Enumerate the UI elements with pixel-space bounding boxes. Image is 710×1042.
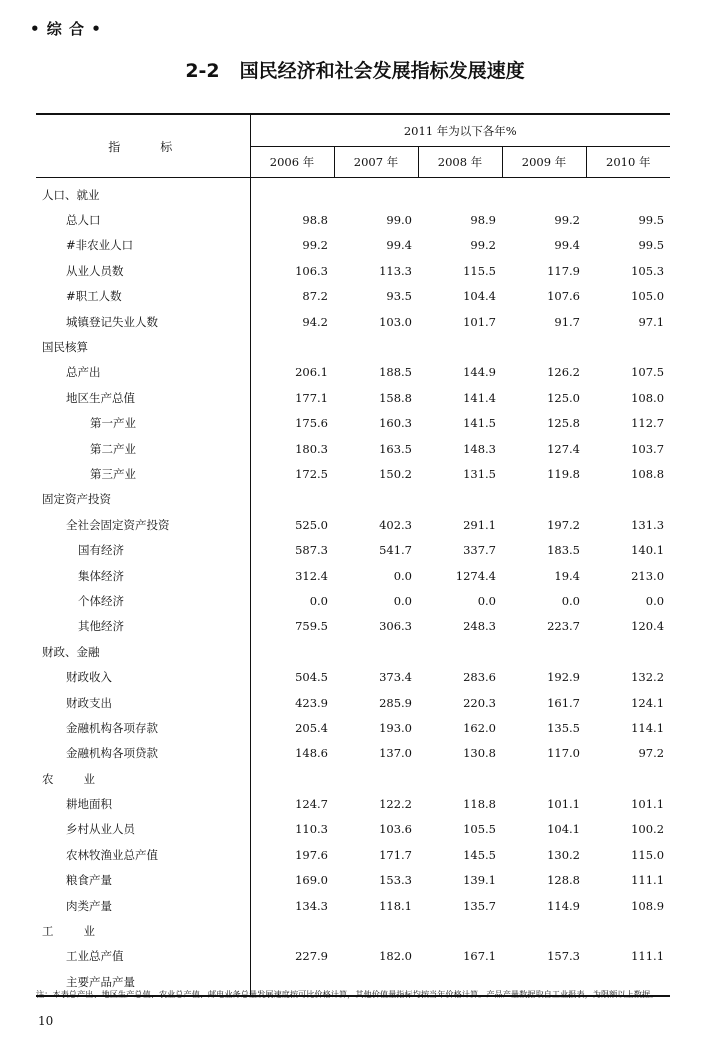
row-label-text: 乡村从业人员 <box>66 822 135 837</box>
indicator-table <box>36 113 670 997</box>
row-label-text: 个体经济 <box>78 593 124 608</box>
footnote: 注：本表总产出、地区生产总值、农业总产值、邮电业务总量发展速度按可比价格计算，其他价值量指标均按当年价格计算。产品产量数据取自工业报表，为限额以上数据。 <box>36 989 659 999</box>
value-cell: 161.7 <box>547 695 580 710</box>
value-cell: 197.2 <box>547 517 580 532</box>
row-label-text: 金融机构各项存款 <box>66 720 158 735</box>
value-cell <box>250 334 334 359</box>
table-row <box>36 690 670 715</box>
row-label <box>36 284 250 309</box>
value-cell: 124.7 <box>295 797 328 812</box>
row-label-text: 财政支出 <box>66 695 112 710</box>
value-cell: 108.0 <box>631 390 665 405</box>
value-cell: 137.0 <box>379 746 412 761</box>
row-label-text: 集体经济 <box>78 568 124 583</box>
row-label-text: 耕地面积 <box>66 797 112 812</box>
value-cell <box>502 178 586 208</box>
value-cell: 141.5 <box>463 416 496 431</box>
value-cell: 158.8 <box>379 390 412 405</box>
row-label-text: 总人口 <box>66 213 101 228</box>
value-cell <box>250 639 334 664</box>
row-label-text: 农业 <box>42 771 125 786</box>
value-cell: 0.0 <box>309 593 328 608</box>
value-cell: 130.2 <box>547 847 580 862</box>
category-row <box>36 639 670 664</box>
table-row <box>36 868 670 893</box>
value-cell: 171.7 <box>379 847 412 862</box>
value-cell: 125.0 <box>547 390 580 405</box>
value-cell: 192.9 <box>547 670 580 685</box>
value-cell: 107.6 <box>547 289 580 304</box>
row-label-text: 地区生产总值 <box>66 390 135 405</box>
table-row <box>36 360 670 385</box>
table-row <box>36 741 670 766</box>
value-cell: 139.1 <box>463 873 496 888</box>
value-cell: 285.9 <box>379 695 412 710</box>
value-cell: 148.3 <box>463 441 496 456</box>
value-cell: 248.3 <box>463 619 496 634</box>
value-cell <box>334 766 418 791</box>
category-label <box>36 334 250 359</box>
row-label <box>36 360 250 385</box>
category-row <box>36 766 670 791</box>
value-cell: 101.7 <box>463 314 496 329</box>
row-label-text: 第三产业 <box>90 466 136 481</box>
value-cell: 135.7 <box>463 898 496 913</box>
value-cell: 127.4 <box>547 441 580 456</box>
row-label-text: 固定资产投资 <box>42 492 111 507</box>
value-cell: 220.3 <box>463 695 496 710</box>
row-label <box>36 537 250 562</box>
year-column-header: 2007 年 <box>334 147 418 178</box>
value-cell: 97.1 <box>638 314 665 329</box>
value-cell: 99.4 <box>386 238 412 253</box>
table-row <box>36 233 670 258</box>
value-cell: 0.0 <box>477 593 496 608</box>
value-cell: 112.7 <box>631 416 665 431</box>
value-cell: 99.5 <box>638 213 665 228</box>
value-cell: 1274.4 <box>455 568 496 583</box>
value-cell <box>250 178 334 208</box>
table-row <box>36 614 670 639</box>
table-row <box>36 512 670 537</box>
table-row <box>36 258 670 283</box>
value-cell: 504.5 <box>295 670 328 685</box>
value-cell: 103.0 <box>379 314 412 329</box>
value-cell <box>334 639 418 664</box>
table-row <box>36 411 670 436</box>
table-number: 2-2 <box>185 60 220 82</box>
value-cell <box>502 487 586 512</box>
page-title <box>0 56 710 83</box>
value-cell: 104.1 <box>547 822 580 837</box>
value-cell <box>586 766 670 791</box>
value-cell: 120.4 <box>631 619 665 634</box>
row-label-text: 金融机构各项贷款 <box>66 746 158 761</box>
value-cell: 541.7 <box>379 543 412 558</box>
row-label <box>36 842 250 867</box>
row-label <box>36 588 250 613</box>
table-row <box>36 817 670 842</box>
value-cell: 0.0 <box>393 568 412 583</box>
row-label-text: 国民核算 <box>42 340 88 355</box>
row-label <box>36 664 250 689</box>
category-row <box>36 487 670 512</box>
row-label <box>36 791 250 816</box>
value-cell <box>334 178 418 208</box>
value-cell: 145.5 <box>463 847 496 862</box>
value-cell: 193.0 <box>379 720 412 735</box>
value-cell: 101.1 <box>547 797 580 812</box>
category-label <box>36 639 250 664</box>
value-cell <box>334 487 418 512</box>
row-label <box>36 461 250 486</box>
value-cell: 337.7 <box>463 543 496 558</box>
value-cell: 125.8 <box>547 416 580 431</box>
value-cell: 99.5 <box>638 238 665 253</box>
value-cell <box>586 178 670 208</box>
row-label-text: 全社会固定资产投资 <box>66 517 170 532</box>
row-label-text: 农林牧渔业总产值 <box>66 847 158 862</box>
value-cell: 118.1 <box>379 898 412 913</box>
value-cell: 117.9 <box>547 263 580 278</box>
value-cell: 126.2 <box>547 365 580 380</box>
row-label <box>36 614 250 639</box>
row-label-text: 人口、就业 <box>42 187 100 202</box>
section-tag: • 综 合 • <box>30 20 102 38</box>
value-cell: 113.3 <box>379 263 412 278</box>
year-column-header: 2009 年 <box>502 147 586 178</box>
value-cell: 111.1 <box>631 949 665 964</box>
row-label-text: 工业 <box>42 924 125 939</box>
row-label-text: 财政、金融 <box>42 644 100 659</box>
table-row <box>36 563 670 588</box>
value-cell <box>502 918 586 943</box>
value-cell: 100.2 <box>631 822 665 837</box>
value-cell <box>418 334 502 359</box>
value-cell: 306.3 <box>379 619 412 634</box>
table-row <box>36 309 670 334</box>
value-cell: 103.6 <box>379 822 412 837</box>
value-cell: 213.0 <box>631 568 665 583</box>
value-cell: 105.3 <box>631 263 665 278</box>
value-cell: 98.9 <box>470 213 496 228</box>
value-cell: 182.0 <box>379 949 412 964</box>
value-cell: 19.4 <box>554 568 580 583</box>
value-cell <box>586 918 670 943</box>
row-label-text: 主要产品产量 <box>66 974 135 989</box>
row-label-text: 粮食产量 <box>66 873 112 888</box>
value-cell: 91.7 <box>554 314 580 329</box>
value-cell: 105.5 <box>463 822 496 837</box>
value-cell: 108.8 <box>631 466 665 481</box>
value-cell: 373.4 <box>379 670 412 685</box>
table-row <box>36 791 670 816</box>
row-label <box>36 944 250 969</box>
table-row <box>36 284 670 309</box>
table-body <box>36 178 670 996</box>
value-cell: 144.9 <box>463 365 496 380</box>
value-cell: 141.4 <box>463 390 496 405</box>
row-label <box>36 817 250 842</box>
row-label <box>36 258 250 283</box>
row-label-text: 从业人员数 <box>66 263 124 278</box>
row-label-text: 工业总产值 <box>66 949 124 964</box>
year-column-header: 2008 年 <box>418 147 502 178</box>
value-cell: 101.1 <box>631 797 665 812</box>
value-cell: 131.5 <box>463 466 496 481</box>
category-label <box>36 766 250 791</box>
table-row <box>36 207 670 232</box>
value-cell: 98.8 <box>302 213 328 228</box>
row-label-text: 财政收入 <box>66 670 112 685</box>
value-cell <box>586 639 670 664</box>
row-label <box>36 411 250 436</box>
table-row <box>36 715 670 740</box>
value-cell: 197.6 <box>295 847 328 862</box>
value-cell: 759.5 <box>295 619 328 634</box>
value-cell: 103.7 <box>631 441 665 456</box>
value-cell: 108.9 <box>631 898 665 913</box>
value-cell: 87.2 <box>302 289 328 304</box>
value-cell: 124.1 <box>631 695 665 710</box>
value-cell: 0.0 <box>645 593 665 608</box>
value-cell: 175.6 <box>295 416 328 431</box>
category-row <box>36 918 670 943</box>
row-label <box>36 715 250 740</box>
value-cell <box>418 487 502 512</box>
row-label-text: 总产出 <box>66 365 101 380</box>
value-cell: 99.0 <box>386 213 412 228</box>
indicator-column-header: 指标 <box>36 114 250 178</box>
value-cell: 114.1 <box>631 720 665 735</box>
value-cell: 119.8 <box>547 466 580 481</box>
value-cell <box>418 639 502 664</box>
table-row <box>36 385 670 410</box>
row-label <box>36 563 250 588</box>
value-cell: 104.4 <box>463 289 496 304</box>
value-cell: 0.0 <box>393 593 412 608</box>
value-cell: 283.6 <box>463 670 496 685</box>
value-cell: 153.3 <box>379 873 412 888</box>
value-cell: 115.0 <box>631 847 665 862</box>
value-cell: 114.9 <box>547 898 580 913</box>
value-cell: 140.1 <box>631 543 665 558</box>
value-cell: 183.5 <box>547 543 580 558</box>
table-row <box>36 893 670 918</box>
value-cell: 99.4 <box>554 238 580 253</box>
table-row <box>36 944 670 969</box>
value-cell <box>418 918 502 943</box>
table-row <box>36 537 670 562</box>
row-label <box>36 207 250 232</box>
value-cell: 117.0 <box>547 746 580 761</box>
value-cell: 106.3 <box>295 263 328 278</box>
row-label <box>36 385 250 410</box>
row-label-text: 第二产业 <box>90 441 136 456</box>
year-column-header: 2006 年 <box>250 147 334 178</box>
table-row <box>36 588 670 613</box>
value-cell: 206.1 <box>295 365 328 380</box>
value-cell: 122.2 <box>379 797 412 812</box>
base-year-group-header: 2011 年为以下各年% <box>250 114 670 147</box>
value-cell <box>586 487 670 512</box>
value-cell: 180.3 <box>295 441 328 456</box>
row-label <box>36 436 250 461</box>
category-label <box>36 918 250 943</box>
value-cell <box>334 918 418 943</box>
value-cell: 111.1 <box>631 873 665 888</box>
value-cell: 128.8 <box>547 873 580 888</box>
value-cell: 157.3 <box>547 949 580 964</box>
category-row <box>36 178 670 208</box>
value-cell: 150.2 <box>379 466 412 481</box>
value-cell <box>502 334 586 359</box>
value-cell: 177.1 <box>295 390 328 405</box>
value-cell: 525.0 <box>295 517 328 532</box>
value-cell <box>418 766 502 791</box>
category-label <box>36 178 250 208</box>
value-cell: 163.5 <box>379 441 412 456</box>
value-cell: 132.2 <box>631 670 665 685</box>
value-cell <box>250 918 334 943</box>
value-cell: 107.5 <box>631 365 665 380</box>
value-cell: 188.5 <box>379 365 412 380</box>
value-cell: 105.0 <box>631 289 665 304</box>
row-label-text: 国有经济 <box>78 543 124 558</box>
value-cell: 148.6 <box>295 746 328 761</box>
value-cell <box>586 334 670 359</box>
row-label <box>36 893 250 918</box>
value-cell: 110.3 <box>295 822 328 837</box>
table-row <box>36 436 670 461</box>
row-label-text: 其他经济 <box>78 619 124 634</box>
row-label <box>36 868 250 893</box>
value-cell: 134.3 <box>295 898 328 913</box>
row-label <box>36 741 250 766</box>
value-cell <box>502 766 586 791</box>
row-label-text: 第一产业 <box>90 416 136 431</box>
value-cell: 0.0 <box>561 593 580 608</box>
value-cell: 227.9 <box>295 949 328 964</box>
value-cell <box>502 639 586 664</box>
value-cell <box>250 766 334 791</box>
table-title: 国民经济和社会发展指标发展速度 <box>239 60 525 82</box>
row-label-text: #非农业人口 <box>66 238 134 253</box>
row-label <box>36 690 250 715</box>
value-cell <box>418 178 502 208</box>
value-cell: 223.7 <box>547 619 580 634</box>
value-cell: 169.0 <box>295 873 328 888</box>
value-cell: 94.2 <box>302 314 328 329</box>
value-cell: 99.2 <box>554 213 580 228</box>
row-label <box>36 512 250 537</box>
year-column-header: 2010 年 <box>586 147 670 178</box>
value-cell: 162.0 <box>463 720 496 735</box>
value-cell: 99.2 <box>470 238 496 253</box>
value-cell: 172.5 <box>295 466 328 481</box>
row-label <box>36 233 250 258</box>
category-label <box>36 487 250 512</box>
table-row <box>36 842 670 867</box>
value-cell: 291.1 <box>463 517 496 532</box>
category-row <box>36 334 670 359</box>
value-cell: 131.3 <box>631 517 665 532</box>
value-cell: 135.5 <box>547 720 580 735</box>
value-cell: 115.5 <box>463 263 496 278</box>
row-label <box>36 309 250 334</box>
value-cell: 93.5 <box>386 289 412 304</box>
value-cell: 423.9 <box>295 695 328 710</box>
value-cell: 99.2 <box>302 238 328 253</box>
row-label-text: 肉类产量 <box>66 898 112 913</box>
table-row <box>36 461 670 486</box>
row-label-text: #职工人数 <box>66 289 122 304</box>
value-cell <box>250 487 334 512</box>
page-number: 10 <box>38 1014 54 1028</box>
value-cell <box>334 334 418 359</box>
value-cell: 205.4 <box>295 720 328 735</box>
value-cell: 118.8 <box>463 797 496 812</box>
row-label-text: 城镇登记失业人数 <box>66 314 158 329</box>
value-cell: 312.4 <box>295 568 328 583</box>
value-cell: 160.3 <box>379 416 412 431</box>
value-cell: 402.3 <box>379 517 412 532</box>
value-cell: 130.8 <box>463 746 496 761</box>
value-cell: 97.2 <box>638 746 665 761</box>
value-cell: 167.1 <box>463 949 496 964</box>
table-row <box>36 664 670 689</box>
value-cell: 587.3 <box>295 543 328 558</box>
